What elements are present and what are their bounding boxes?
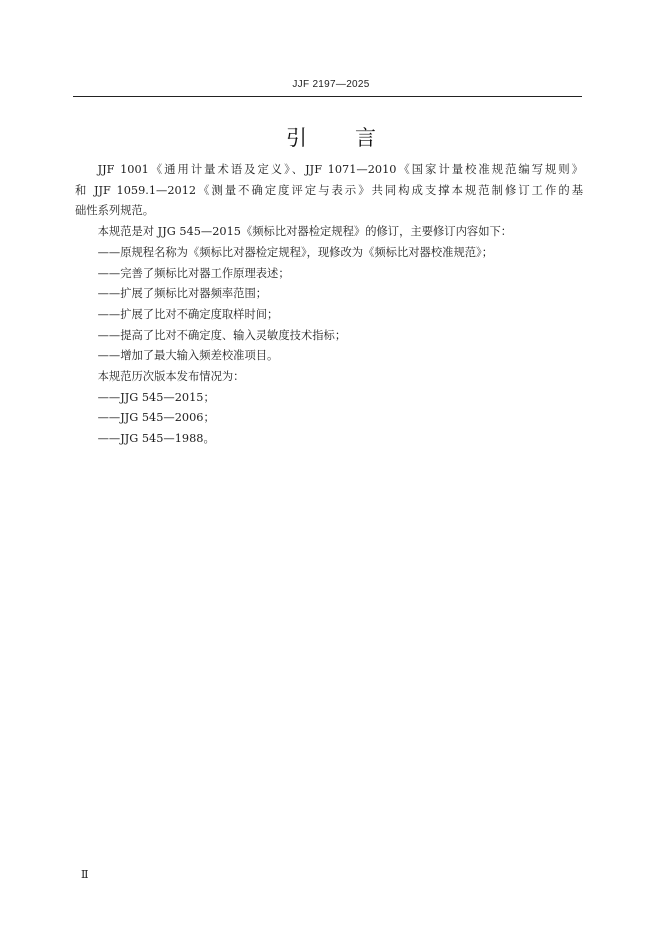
revision-item: ——原规程名称为《频标比对器检定规程》，现修改为《频标比对器校准规范》；	[97, 245, 493, 259]
revision-item: ——扩展了频标比对器频率范围；	[97, 287, 268, 301]
revision-item: ——完善了频标比对器工作原理表述；	[97, 266, 290, 280]
document-code-header: JJF 2197—2025	[292, 79, 370, 90]
revision-item: ——增加了最大输入频差校准项目。	[97, 349, 279, 363]
body-text	[75, 160, 583, 450]
page-title: 引言	[286, 126, 424, 150]
history-item: ——JJG 545—1988。	[97, 432, 215, 446]
history-item: ——JJG 545—2015；	[97, 390, 215, 404]
revision-item: ——提高了比对不确定度、输入灵敏度技术指标；	[97, 328, 347, 342]
revision-intro: 本规范是对 JJG 545—2015《频标比对器检定规程》的修订，主要修订内容如下：	[97, 225, 513, 239]
intro-line-2: 和 JJF 1059.1—2012《测量不确定度评定与表示》共同构成支撑本规范制修订工作的基	[75, 183, 583, 197]
page-number: Ⅱ	[81, 868, 89, 881]
revision-item: ——扩展了比对不确定度取样时间；	[97, 307, 279, 321]
intro-line-3: 础性系列规范。	[75, 204, 155, 218]
history-item: ——JJG 545—2006；	[97, 411, 215, 425]
header-divider	[73, 96, 582, 97]
intro-line-1: JJF 1001《通用计量术语及定义》、JJF 1071—2010《国家计量校准规范编写规则》	[97, 163, 583, 176]
history-intro: 本规范历次版本发布情况为：	[97, 370, 245, 384]
